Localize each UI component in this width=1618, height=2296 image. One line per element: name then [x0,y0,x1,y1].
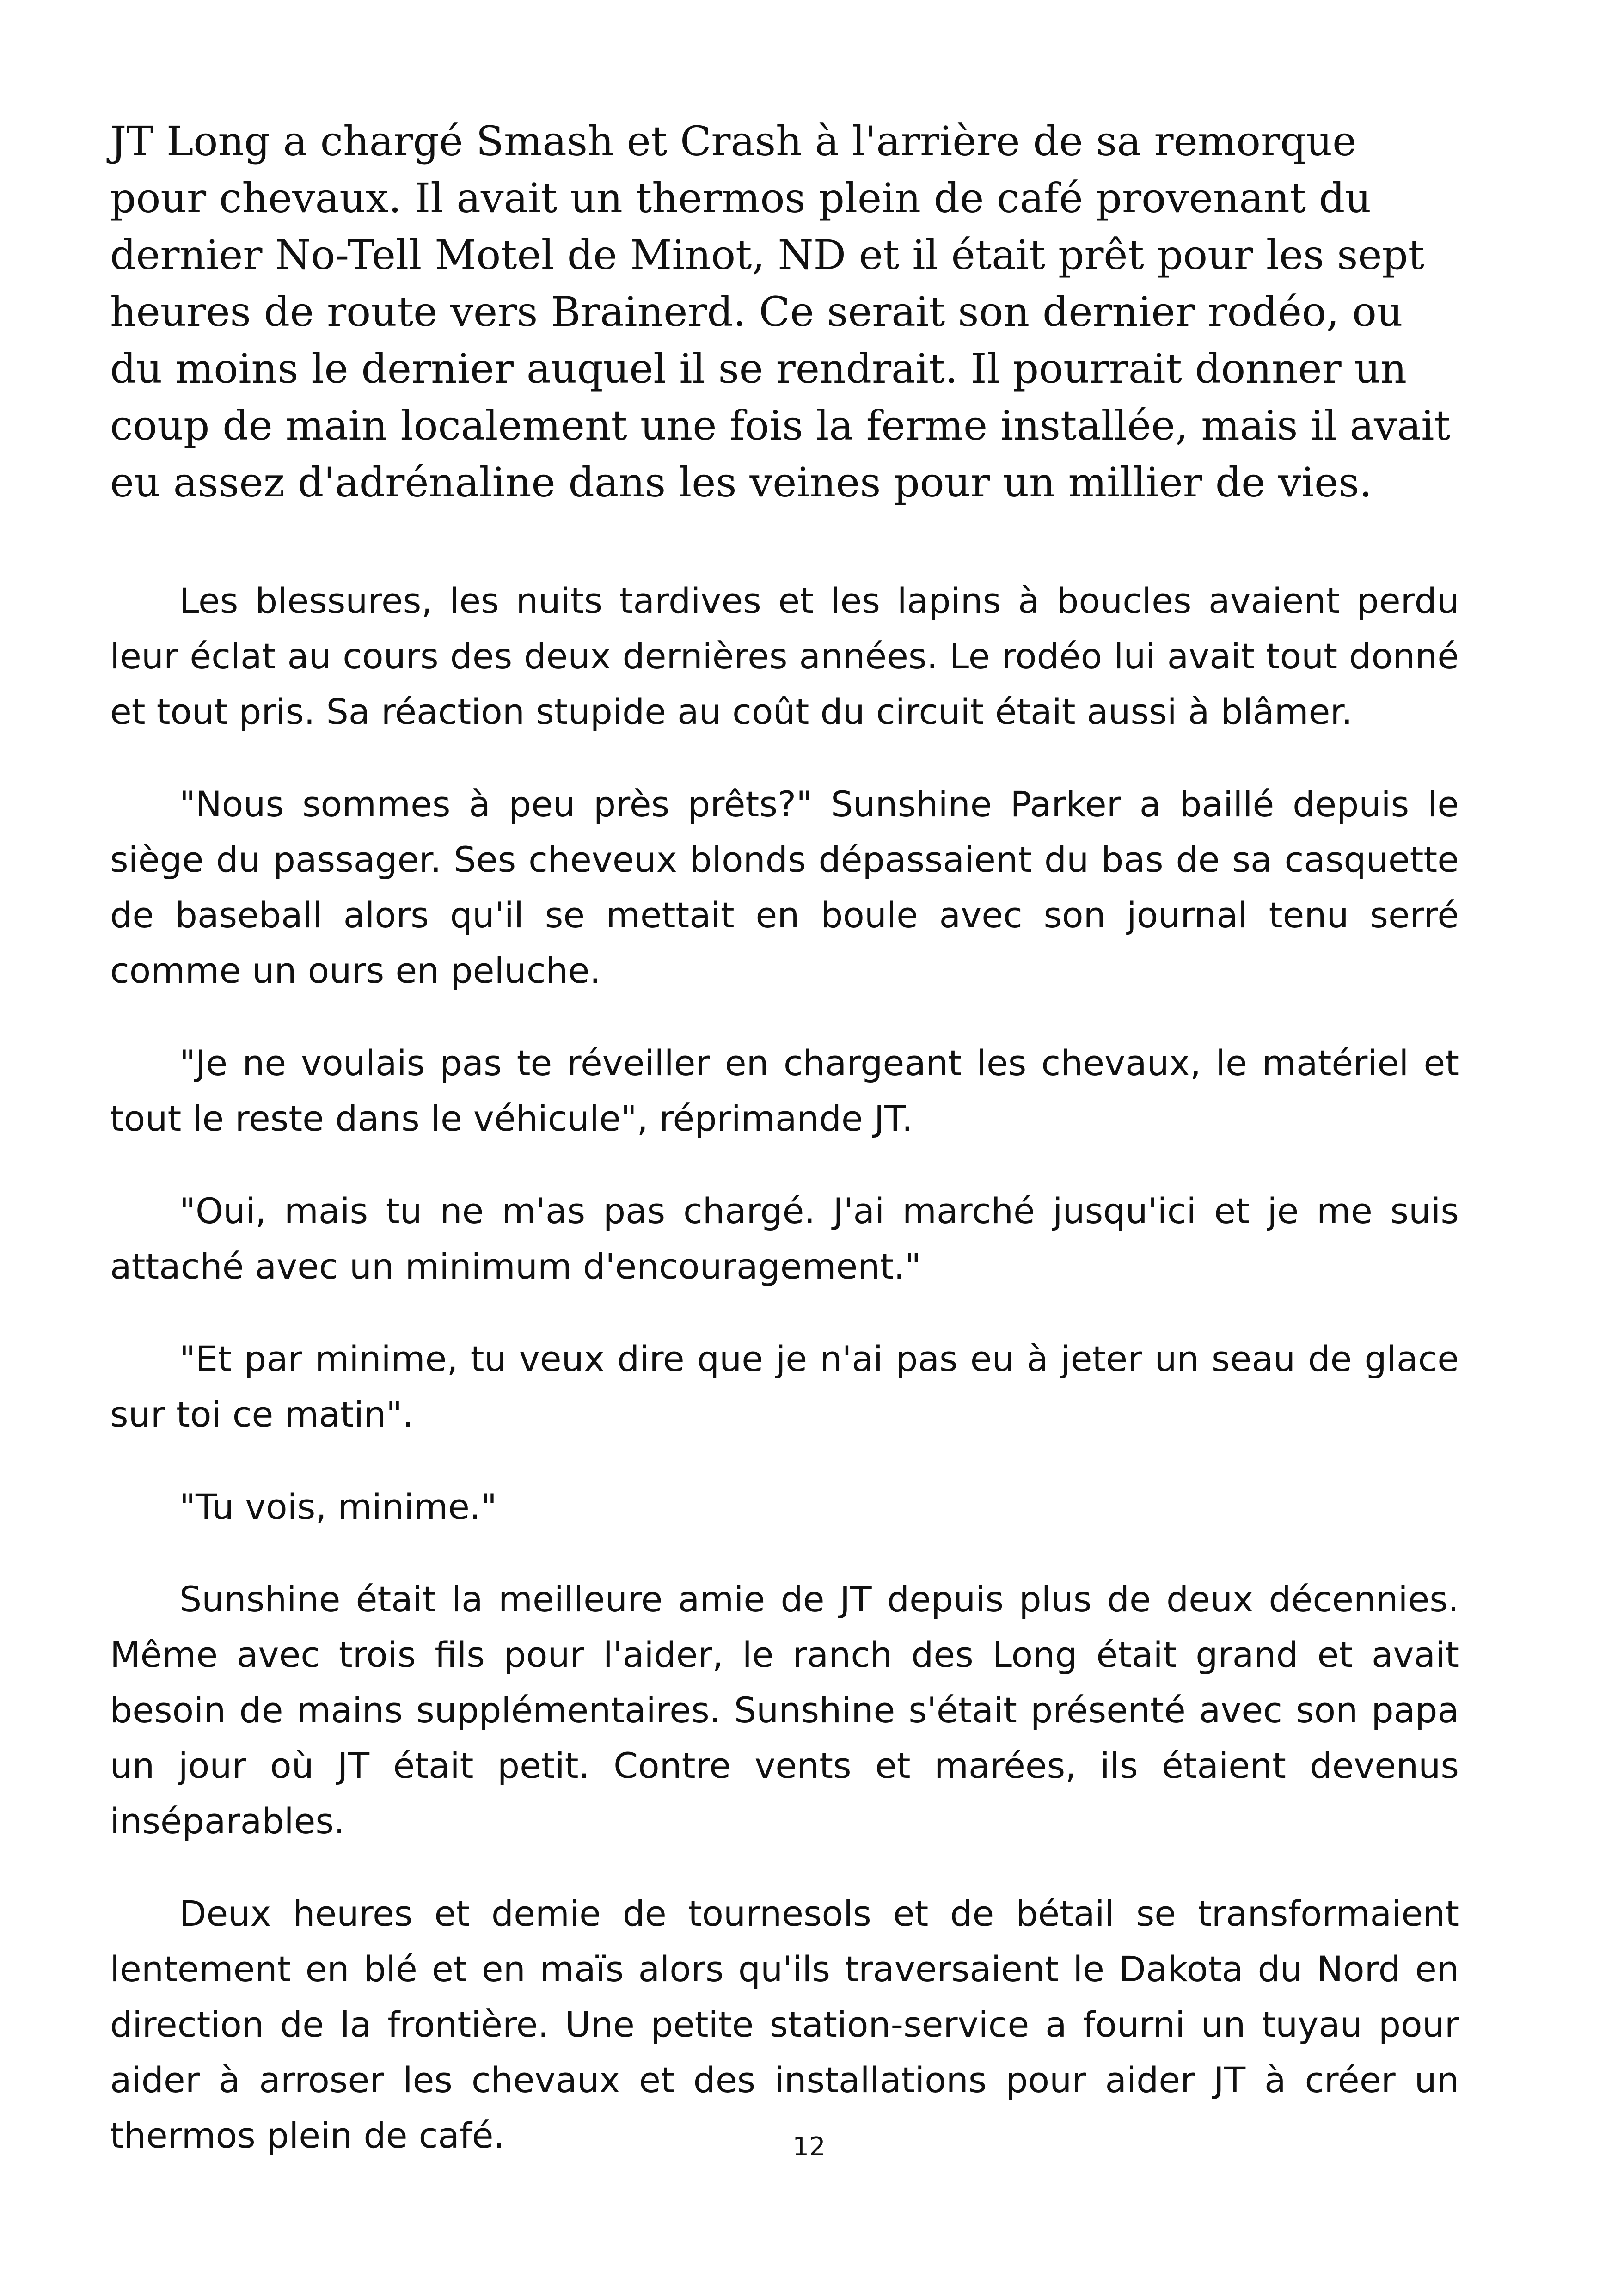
paragraph: "Nous sommes à peu près prêts?" Sunshine Parker a baillé depuis le siège du passager. Ses cheveux blonds dépassaient du bas de sa casquette de baseball alors qu'il se mettait en boule avec son journal tenu serré comme un ours en peluche. [110,784,1459,991]
paragraph: "Et par minime, tu veux dire que je n'ai pas eu à jeter un seau de glace sur toi ce matin". [110,1338,1459,1435]
page-number: 12 [792,2132,826,2162]
paragraph: Deux heures et demie de tournesols et de bétail se transformaient lentement en blé et en maïs alors qu'ils traversaient le Dakota du Nord en direction de la frontière. Une petite station-service a fourni un tuyau pour aider à arroser les chevaux et des installations pour aider JT à créer un thermos plein de café. [110,1893,1459,2156]
paragraph: "Oui, mais tu ne m'as pas chargé. J'ai marché jusqu'ici et je me suis attaché avec un minimum d'encouragement." [110,1190,1459,1287]
paragraph: Les blessures, les nuits tardives et les lapins à boucles avaient perdu leur éclat au cours des deux dernières années. Le rodéo lui avait tout donné et tout pris. Sa réaction stupide au coût du circuit était aussi à blâmer. [110,580,1459,732]
paragraph: Sunshine était la meilleure amie de JT depuis plus de deux décennies. Même avec trois fils pour l'aider, le ranch des Long était grand et avait besoin de mains supplémentaires. Sunshine s'était présenté avec son papa un jour où JT était petit. Contre vents et marées, ils étaient devenus inséparables. [110,1579,1459,1842]
paragraph: "Je ne voulais pas te réveiller en chargeant les chevaux, le matériel et tout le reste dans le véhicule", réprimande JT. [110,1042,1459,1139]
paragraph: "Tu vois, minime." [179,1486,497,1527]
body-text [110,573,1459,2200]
intro-paragraph: JT Long a chargé Smash et Crash à l'arrière de sa remorque pour chevaux. Il avait un thermos plein de café provenant du dernier No-Tell Motel de Minot, ND et il était prêt pour les sept heures de route vers Brainerd. Ce serait son dernier rodéo, ou du moins le dernier auquel il se rendrait. Il pourrait donner un coup de main localement une fois la ferme installée, mais il avait eu assez d'adrénaline dans les veines pour un millier de vies. [110,117,1451,506]
